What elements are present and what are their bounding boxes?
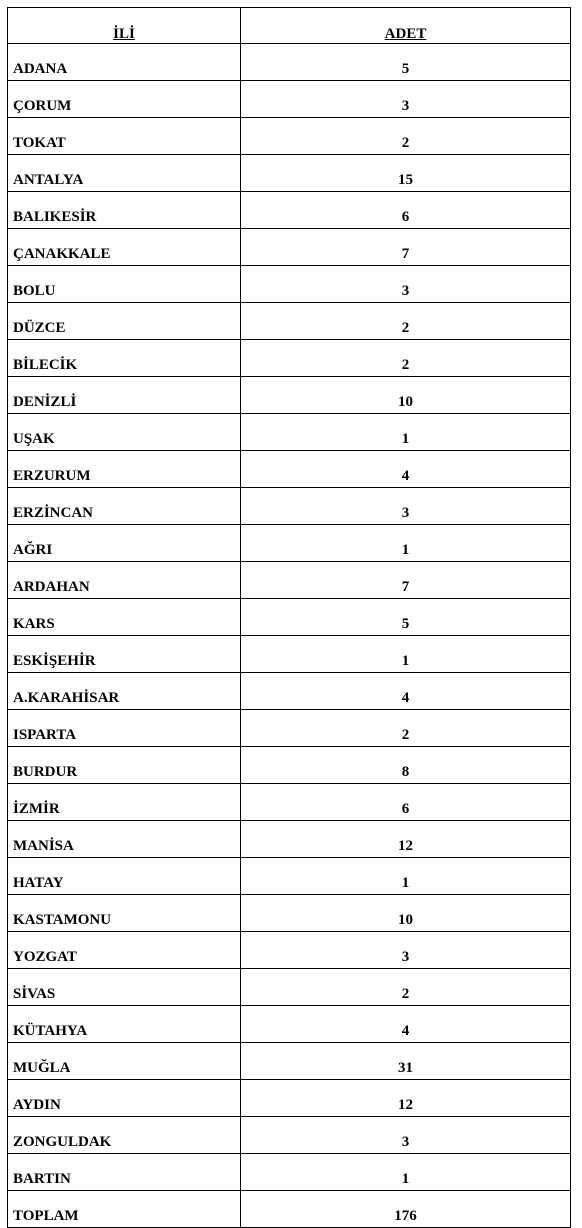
- table-row: [8, 118, 571, 155]
- count-cell: 3: [241, 81, 571, 118]
- count-cell: 3: [241, 266, 571, 303]
- province-cell: DENİZLİ: [8, 377, 241, 414]
- table-row: [8, 303, 571, 340]
- table-row: [8, 340, 571, 377]
- province-cell: BİLECİK: [8, 340, 241, 377]
- table-row: [8, 229, 571, 266]
- province-cell: DÜZCE: [8, 303, 241, 340]
- count-cell: 2: [241, 969, 571, 1006]
- count-cell: 6: [241, 784, 571, 821]
- table-row: [8, 747, 571, 784]
- table-row: [8, 562, 571, 599]
- province-cell: YOZGAT: [8, 932, 241, 969]
- table-row: [8, 488, 571, 525]
- province-cell: SİVAS: [8, 969, 241, 1006]
- province-cell: TOKAT: [8, 118, 241, 155]
- province-cell: BARTIN: [8, 1154, 241, 1191]
- province-cell: AYDIN: [8, 1080, 241, 1117]
- table-row: [8, 266, 571, 303]
- province-cell: ISPARTA: [8, 710, 241, 747]
- header-province: İLİ: [8, 8, 241, 44]
- count-cell: 12: [241, 821, 571, 858]
- total-row: [8, 1191, 571, 1228]
- count-cell: 1: [241, 858, 571, 895]
- count-cell: 2: [241, 340, 571, 377]
- province-count-table: [7, 7, 571, 1228]
- header-count: ADET: [241, 8, 571, 44]
- count-cell: 10: [241, 895, 571, 932]
- province-cell: KÜTAHYA: [8, 1006, 241, 1043]
- count-cell: 1: [241, 636, 571, 673]
- table-row: [8, 1006, 571, 1043]
- count-cell: 12: [241, 1080, 571, 1117]
- province-cell: KARS: [8, 599, 241, 636]
- count-cell: 6: [241, 192, 571, 229]
- table-row: [8, 710, 571, 747]
- count-cell: 2: [241, 303, 571, 340]
- table-row: [8, 1154, 571, 1191]
- table-row: [8, 414, 571, 451]
- table-row: [8, 451, 571, 488]
- count-cell: 3: [241, 488, 571, 525]
- table-row: [8, 858, 571, 895]
- province-cell: ZONGULDAK: [8, 1117, 241, 1154]
- table-row: [8, 44, 571, 81]
- province-cell: ERZİNCAN: [8, 488, 241, 525]
- table-row: [8, 932, 571, 969]
- table-row: [8, 636, 571, 673]
- province-cell: HATAY: [8, 858, 241, 895]
- count-cell: 2: [241, 118, 571, 155]
- province-cell: KASTAMONU: [8, 895, 241, 932]
- table-row: [8, 599, 571, 636]
- total-label: TOPLAM: [8, 1191, 241, 1228]
- table-row: [8, 155, 571, 192]
- table-row: [8, 1080, 571, 1117]
- province-cell: ÇANAKKALE: [8, 229, 241, 266]
- count-cell: 10: [241, 377, 571, 414]
- province-cell: MANİSA: [8, 821, 241, 858]
- province-cell: İZMİR: [8, 784, 241, 821]
- table-row: [8, 377, 571, 414]
- count-cell: 4: [241, 451, 571, 488]
- table-body: [8, 44, 571, 1228]
- count-cell: 3: [241, 932, 571, 969]
- count-cell: 1: [241, 1154, 571, 1191]
- province-cell: ARDAHAN: [8, 562, 241, 599]
- table-row: [8, 1043, 571, 1080]
- province-cell: ERZURUM: [8, 451, 241, 488]
- count-cell: 3: [241, 1117, 571, 1154]
- table-row: [8, 673, 571, 710]
- province-cell: MUĞLA: [8, 1043, 241, 1080]
- table-header-row: [8, 8, 571, 44]
- province-cell: ESKİŞEHİR: [8, 636, 241, 673]
- table-row: [8, 81, 571, 118]
- count-cell: 2: [241, 710, 571, 747]
- count-cell: 7: [241, 229, 571, 266]
- table-row: [8, 784, 571, 821]
- count-cell: 5: [241, 44, 571, 81]
- count-cell: 5: [241, 599, 571, 636]
- province-cell: ADANA: [8, 44, 241, 81]
- count-cell: 4: [241, 673, 571, 710]
- count-cell: 1: [241, 525, 571, 562]
- province-cell: BURDUR: [8, 747, 241, 784]
- count-cell: 1: [241, 414, 571, 451]
- count-cell: 4: [241, 1006, 571, 1043]
- count-cell: 7: [241, 562, 571, 599]
- count-cell: 15: [241, 155, 571, 192]
- province-cell: ANTALYA: [8, 155, 241, 192]
- table-row: [8, 895, 571, 932]
- count-cell: 8: [241, 747, 571, 784]
- table-row: [8, 525, 571, 562]
- province-cell: ÇORUM: [8, 81, 241, 118]
- province-cell: BALIKESİR: [8, 192, 241, 229]
- count-cell: 31: [241, 1043, 571, 1080]
- province-cell: BOLU: [8, 266, 241, 303]
- total-value: 176: [241, 1191, 571, 1228]
- table-row: [8, 821, 571, 858]
- table-row: [8, 969, 571, 1006]
- table-row: [8, 192, 571, 229]
- province-cell: A.KARAHİSAR: [8, 673, 241, 710]
- province-cell: AĞRI: [8, 525, 241, 562]
- province-cell: UŞAK: [8, 414, 241, 451]
